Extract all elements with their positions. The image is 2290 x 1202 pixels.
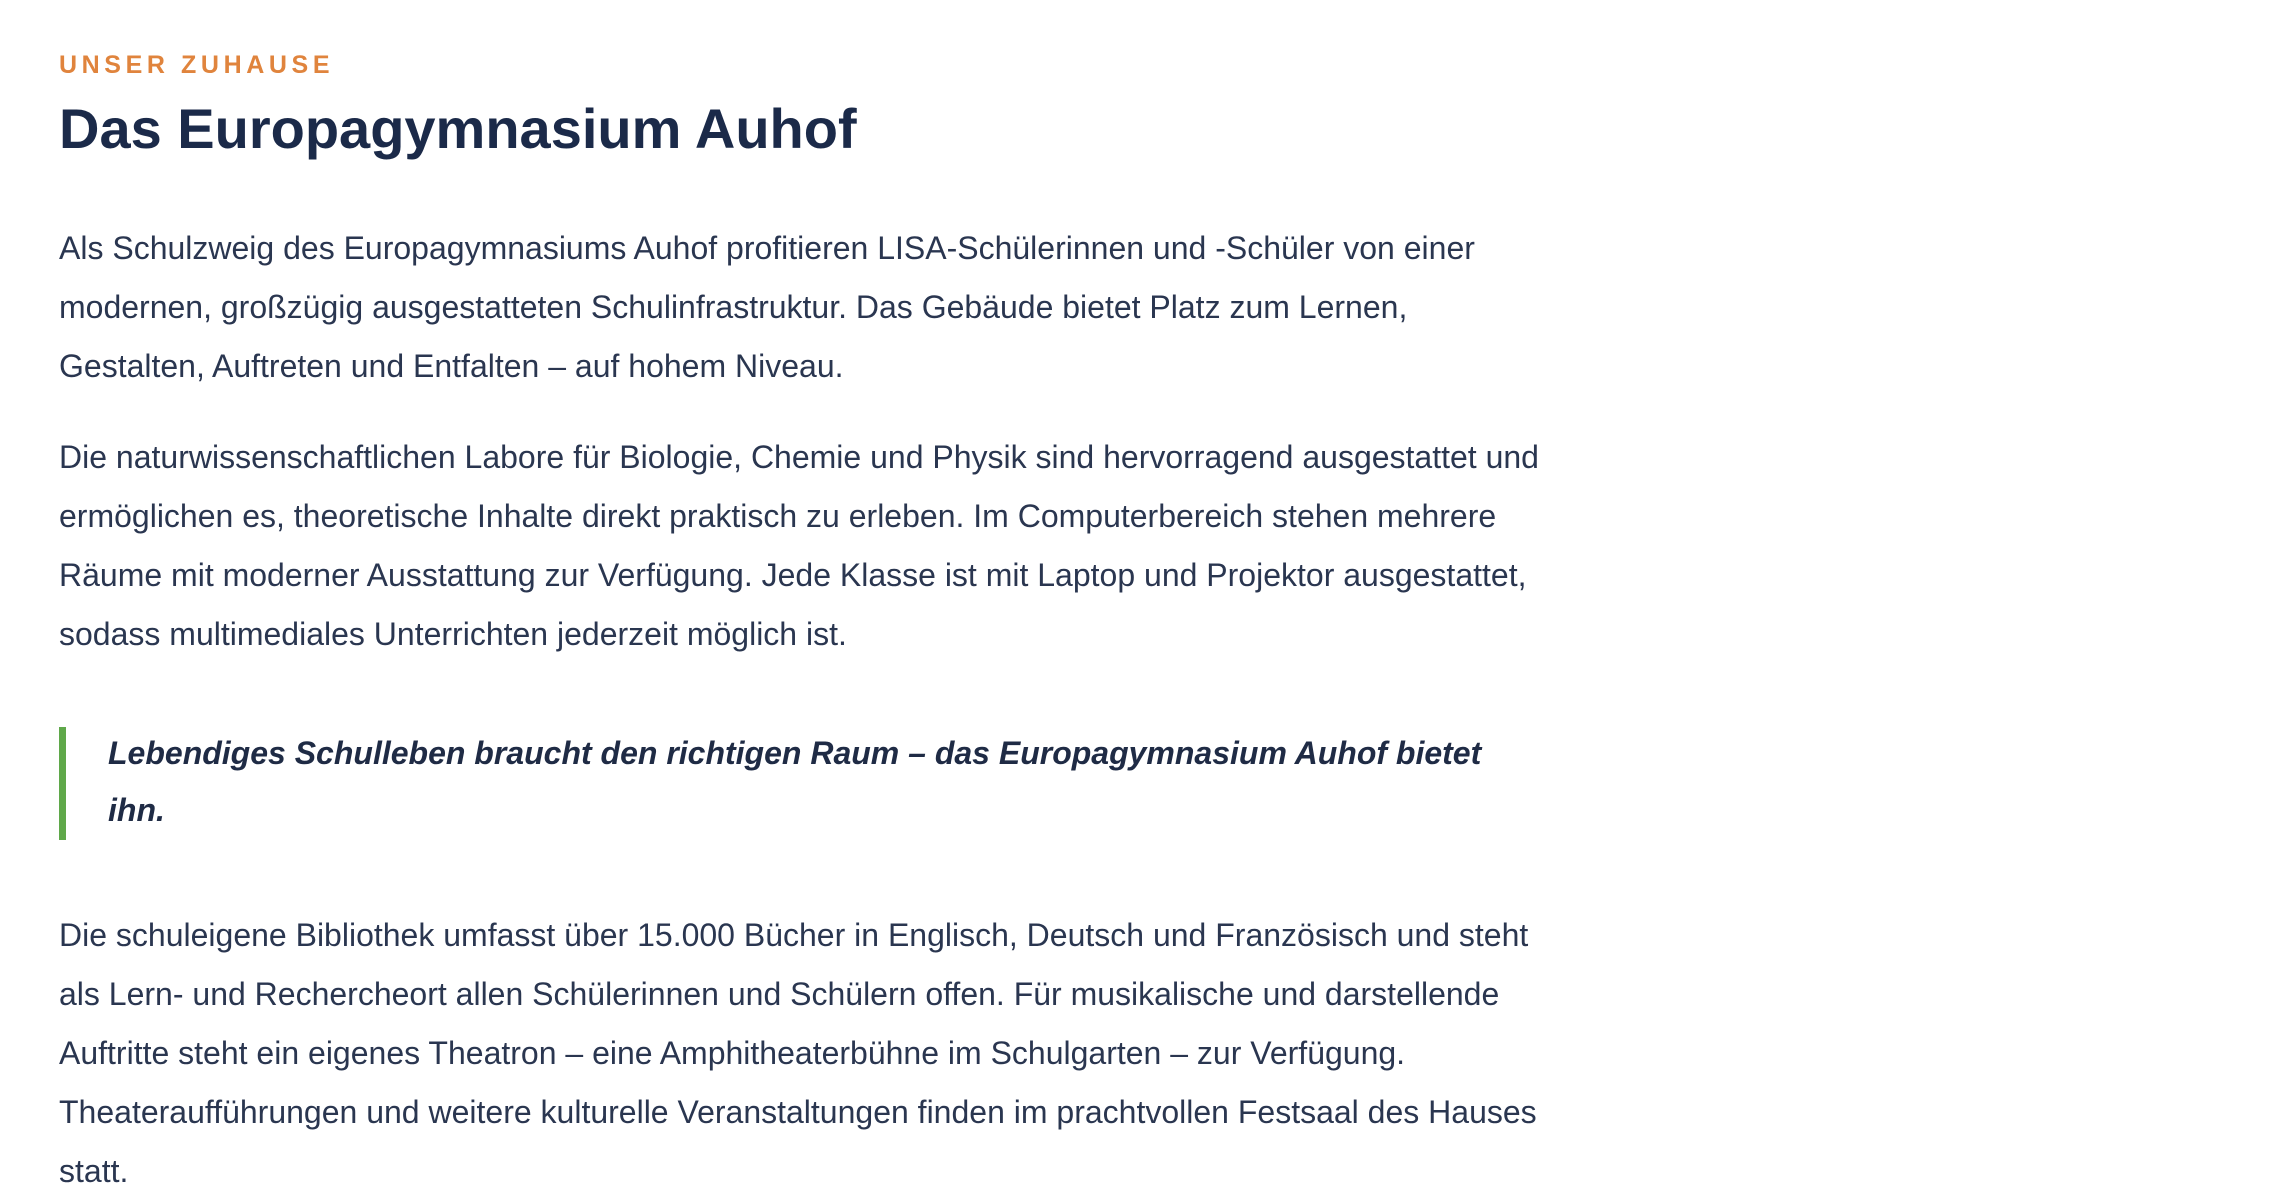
paragraph-line: ermöglichen es, theoretische Inhalte direkt praktisch zu erleben. Im Computerbereich stehen mehrere: [59, 498, 1497, 534]
paragraph-line: Die naturwissenschaftlichen Labore für Biologie, Chemie und Physik sind hervorragend ausgestattet und: [59, 439, 1539, 475]
paragraph-line: statt.: [59, 1153, 129, 1189]
paragraph-line: Theateraufführungen und weitere kulturelle Veranstaltungen finden im prachtvollen Festsaal des Hauses: [59, 1094, 1537, 1130]
paragraph-infrastructure: [59, 219, 1619, 396]
paragraph-line: Gestalten, Auftreten und Entfalten – auf hohem Niveau.: [59, 348, 844, 384]
paragraph-library: [59, 906, 1619, 1201]
paragraph-line: Die schuleigene Bibliothek umfasst über 15.000 Bücher in Englisch, Deutsch und Französisch und steht: [59, 917, 1529, 953]
paragraph-labs: [59, 428, 1619, 664]
paragraph-line: modernen, großzügig ausgestatteten Schulinfrastruktur. Das Gebäude bietet Platz zum Lernen,: [59, 289, 1408, 325]
page-title: Das Europagymnasium Auhof: [59, 97, 857, 160]
paragraph-line: Auftritte steht ein eigenes Theatron – eine Amphitheaterbühne im Schulgarten – zur Verfügung.: [59, 1035, 1406, 1071]
paragraph-line: sodass multimediales Unterrichten jederzeit möglich ist.: [59, 616, 847, 652]
paragraph-line: Räume mit moderner Ausstattung zur Verfügung. Jede Klasse ist mit Laptop und Projektor ausgestattet,: [59, 557, 1527, 593]
paragraph-line: Als Schulzweig des Europagymnasiums Auhof profitieren LISA-Schülerinnen und -Schüler von einer: [59, 230, 1475, 266]
blockquote: [59, 727, 1619, 840]
section-eyebrow: UNSER ZUHAUSE: [59, 51, 335, 79]
blockquote-accent-bar: [59, 727, 66, 840]
paragraph-line: als Lern- und Rechercheort allen Schülerinnen und Schülern offen. Für musikalische und darstellende: [59, 976, 1500, 1012]
blockquote-text: [108, 725, 1481, 839]
quote-line: Lebendiges Schulleben braucht den richtigen Raum – das Europagymnasium Auhof bietet: [108, 735, 1482, 771]
quote-line: ihn.: [108, 792, 165, 828]
